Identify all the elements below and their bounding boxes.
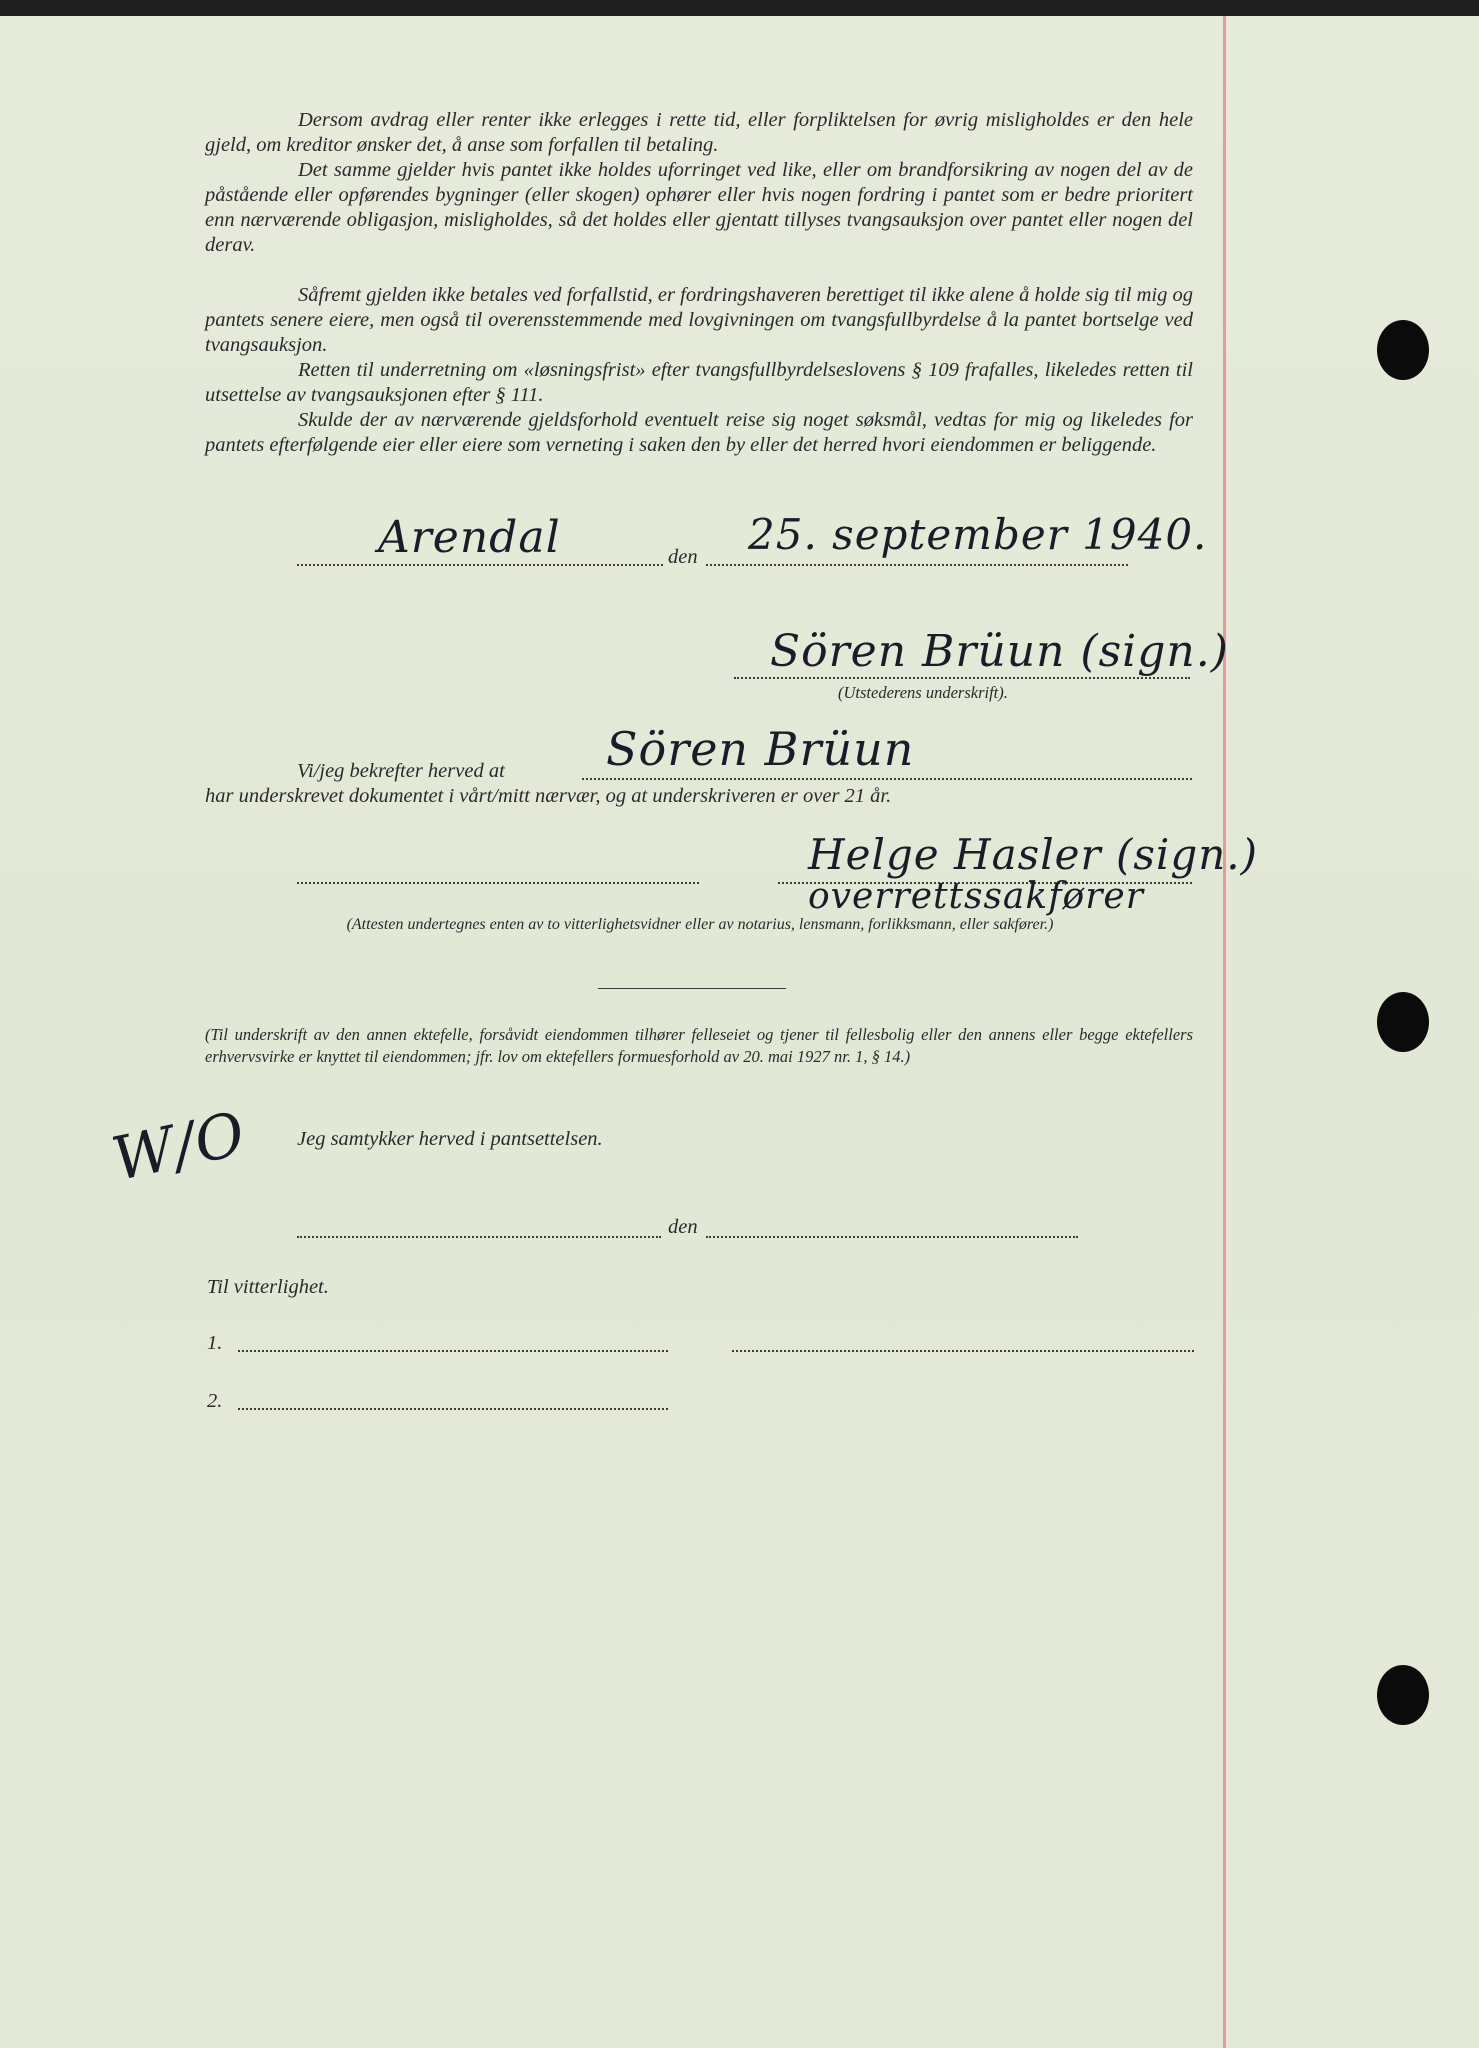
paragraph-venue xyxy=(205,408,1193,458)
paragraph-text: Såfremt gjelden ikke betales ved forfallstid, er fordringshaveren berettiget til ikke alene å holde sig til mig og pantets senere eiere, men også til overensstemmende med lovgivningen om tvangsfullbyrdelse å la pantet bortselge ved tvangsauksjon. xyxy=(205,284,1193,356)
paragraph-text: Det samme gjelder hvis pantet ikke holdes uforringet ved like, eller om brandforsikring av nogen del av de påstående eller opførendes bygninger (eller skogen) ophører eller hvis nogen fordring i pantet som er bedre prioritert enn nærværende obligasjon, misligholdes, så det holdes eller gjentatt tillyses tvangsauksjon over pantet eller nogen del derav. xyxy=(205,159,1193,256)
witness-instruction-note: (Attesten undertegnes enten av to vitterlighetsvidner eller av notarius, lensmann, forlikksmann, eller sakfører.) xyxy=(346,916,1054,933)
vitterlighet-heading: Til vitterlighet. xyxy=(207,1276,329,1298)
vitterlighet-item-1: 1. xyxy=(207,1332,223,1354)
witness-statement: har underskrevet dokumentet i vårt/mitt nærvær, og at underskriveren er over 21 år. xyxy=(205,785,892,807)
witness-title: overrettssakfører xyxy=(808,876,1144,917)
red-margin-line xyxy=(1223,16,1226,2048)
paragraph-notice xyxy=(205,358,1193,408)
section-separator xyxy=(598,988,786,989)
vitterlighet-line-1-right xyxy=(732,1350,1194,1352)
binder-hole-top xyxy=(1377,320,1429,380)
witness-subject-name: Sören Brüun xyxy=(606,722,915,776)
binder-hole-bottom xyxy=(1377,1665,1429,1725)
paragraph-text: Retten til underretning om «løsningsfrist» efter tvangsfullbyrdelseslovens § 109 frafalles, likeledes retten til utsettelse av tvangsauksjonen efter § 111. xyxy=(205,359,1193,406)
vitterlighet-line-2 xyxy=(238,1408,668,1410)
issuer-signature-line xyxy=(734,677,1190,679)
witness-line-left xyxy=(297,882,699,884)
binder-hole-middle xyxy=(1377,992,1429,1052)
paragraph-default-terms xyxy=(205,108,1193,158)
issuer-signature: Sören Brüun (sign.) xyxy=(770,626,1229,677)
date-line xyxy=(706,564,1128,566)
witness-signature: Helge Hasler (sign.) xyxy=(808,830,1258,879)
vitterlighet-line-1 xyxy=(238,1350,668,1352)
handwritten-date: 25. september 1940. xyxy=(748,510,1208,559)
spouse-note: (Til underskrift av den annen ektefelle, forsåvidt eiendommen tilhører felleseiet og tjener til fellesbolig eller den annens eller begge ektefellers erhvervsvirke er knyttet til eiendommen; jfr. lov om ektefellers formuesforhold av 20. mai 1927 nr. 1, § 14.) xyxy=(205,1025,1193,1066)
paragraph-maturity xyxy=(205,283,1193,358)
spouse-consent-text: Jeg samtykker herved i pantsettelsen. xyxy=(297,1128,603,1150)
margin-mark: W/O xyxy=(106,1098,252,1196)
date-den-label: den xyxy=(668,546,698,568)
spouse-place-line xyxy=(297,1236,661,1238)
witness-name-line xyxy=(582,778,1192,780)
scan-top-edge xyxy=(0,0,1479,16)
witness-confirm-text: Vi/jeg bekrefter herved at xyxy=(297,760,505,782)
place-line xyxy=(297,564,663,566)
paragraph-text: Dersom avdrag eller renter ikke erlegges i rette tid, eller forpliktelsen for øvrig misligholdes er den hele gjeld, om kreditor ønsker det, å anse som forfallen til betaling. xyxy=(205,109,1193,156)
issuer-caption: (Utstederens underskrift). xyxy=(838,683,1008,702)
paragraph-pledge-condition xyxy=(205,158,1193,258)
vitterlighet-item-2: 2. xyxy=(207,1390,223,1412)
handwritten-place: Arendal xyxy=(378,512,561,563)
spouse-den-label: den xyxy=(668,1216,698,1238)
spouse-date-line xyxy=(706,1236,1078,1238)
paragraph-text: Skulde der av nærværende gjeldsforhold eventuelt reise sig noget søksmål, vedtas for mig og likeledes for pantets efterfølgende eier eller eiere som verneting i saken den by eller det herred hvori eiendommen er beliggende. xyxy=(205,409,1193,456)
